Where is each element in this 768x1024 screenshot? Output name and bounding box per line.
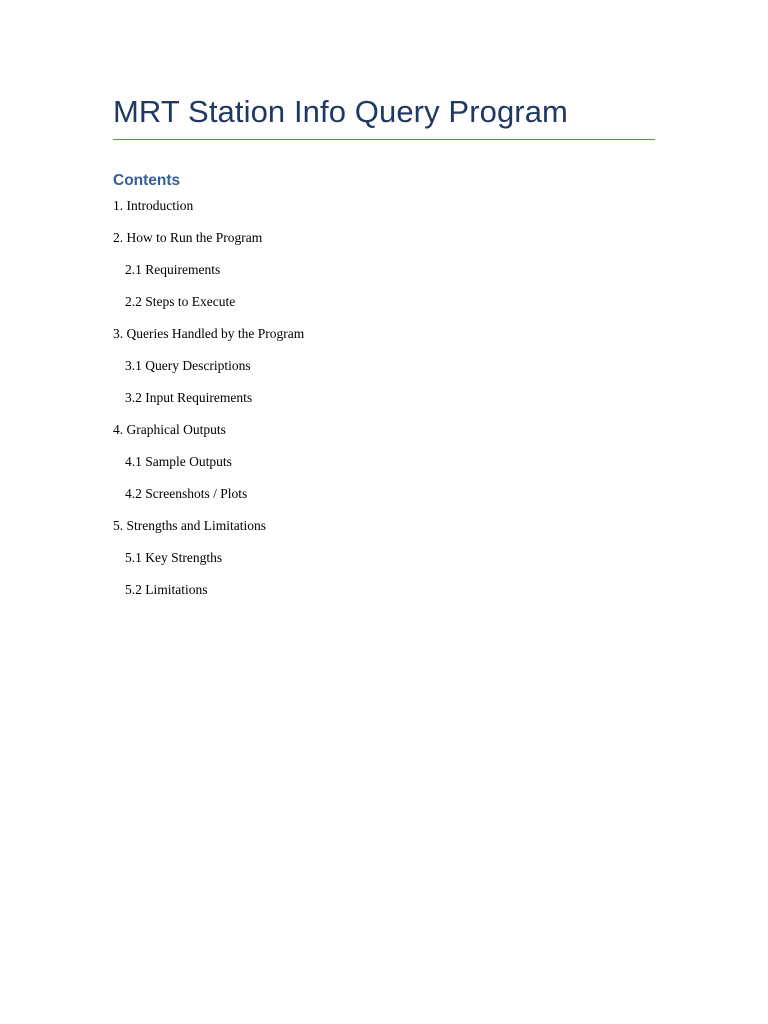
toc-entry-input-requirements: 3.2 Input Requirements (125, 390, 253, 405)
toc-entry-query-descriptions: 3.1 Query Descriptions (125, 358, 251, 373)
table-of-contents (113, 196, 304, 612)
toc-entry-steps-to-execute: 2.2 Steps to Execute (125, 294, 236, 309)
title-underline (113, 139, 655, 140)
toc-entry-queries-handled: 3. Queries Handled by the Program (113, 326, 305, 341)
toc-entry-strengths-limitations: 5. Strengths and Limitations (113, 518, 266, 533)
toc-entry-screenshots-plots: 4.2 Screenshots / Plots (125, 486, 248, 501)
toc-entry-key-strengths: 5.1 Key Strengths (125, 550, 223, 565)
contents-heading: Contents (113, 172, 181, 189)
toc-entry-requirements: 2.1 Requirements (125, 262, 221, 277)
toc-entry-graphical-outputs: 4. Graphical Outputs (113, 422, 226, 437)
toc-entry-how-to-run: 2. How to Run the Program (113, 230, 263, 245)
document-title: MRT Station Info Query Program (113, 94, 568, 129)
toc-entry-limitations: 5.2 Limitations (125, 582, 208, 597)
toc-entry-sample-outputs: 4.1 Sample Outputs (125, 454, 232, 469)
toc-entry-introduction: 1. Introduction (113, 198, 194, 213)
